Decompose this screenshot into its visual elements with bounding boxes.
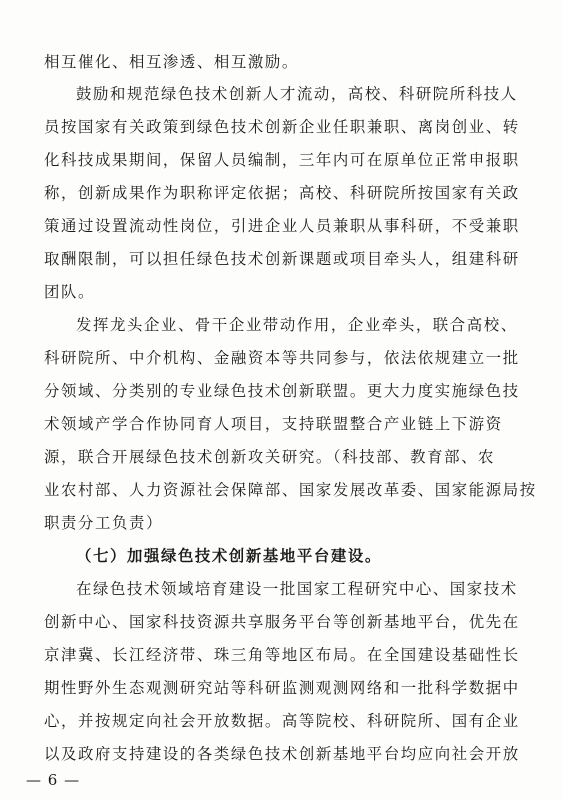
text-line: 策通过设置流动性岗位，引进企业人员兼职从事科研，不受兼职 [44, 217, 520, 235]
text-line: 称，创新成果作为职称评定依据；高校、科研院所按国家有关政 [44, 184, 520, 202]
text-line: 业农村部、人力资源社会保障部、国家发展改革委、国家能源局按 [44, 481, 537, 499]
text-line: 京津冀、长江经济带、珠三角等地区布局。在全国建设基础性长 [44, 646, 520, 664]
text-line: 源，联合开展绿色技术创新攻关研究。（科技部、教育部、农 [44, 448, 496, 466]
section-heading: （七）加强绿色技术创新基地平台建设。 [76, 547, 382, 565]
page-number: — 6 — [26, 771, 81, 789]
text-line: 员按国家有关政策到绿色技术创新企业任职兼职、离岗创业、转 [44, 118, 520, 136]
text-line: 化科技成果期间，保留人员编制，三年内可在原单位正常申报职 [44, 151, 520, 169]
text-line: 术领域产学合作协同育人项目，支持联盟整合产业链上下游资 [44, 415, 503, 433]
text-line: 团队。 [44, 283, 95, 301]
text-line: 科研院所、中介机构、金融资本等共同参与，依法依规建立一批 [44, 349, 520, 367]
text-line: 以及政府支持建设的各类绿色技术创新基地平台均应向社会开放 [44, 745, 520, 763]
paragraph-start-line: 鼓励和规范绿色技术创新人才流动，高校、科研院所科技人 [76, 85, 518, 103]
text-line: 职责分工负责） [44, 514, 163, 532]
text-line: 相互催化、相互渗透、相互激励。 [44, 53, 299, 71]
text-line: 取酬限制，可以担任绿色技术创新课题或项目牵头人，组建科研 [44, 250, 520, 268]
paragraph-start-line: 在绿色技术领域培育建设一批国家工程研究中心、国家技术 [76, 580, 518, 598]
paragraph-start-line: 发挥龙头企业、骨干企业带动作用，企业牵头，联合高校、 [76, 316, 518, 334]
text-line: 心，并按规定向社会开放数据。高等院校、科研院所、国有企业 [44, 712, 520, 730]
text-line: 创新中心、国家科技资源共享服务平台等创新基地平台，优先在 [44, 613, 520, 631]
text-line: 期性野外生态观测研究站等科研监测观测网络和一批科学数据中 [44, 679, 520, 697]
text-line: 分领域、分类别的专业绿色技术创新联盟。更大力度实施绿色技 [44, 382, 520, 400]
